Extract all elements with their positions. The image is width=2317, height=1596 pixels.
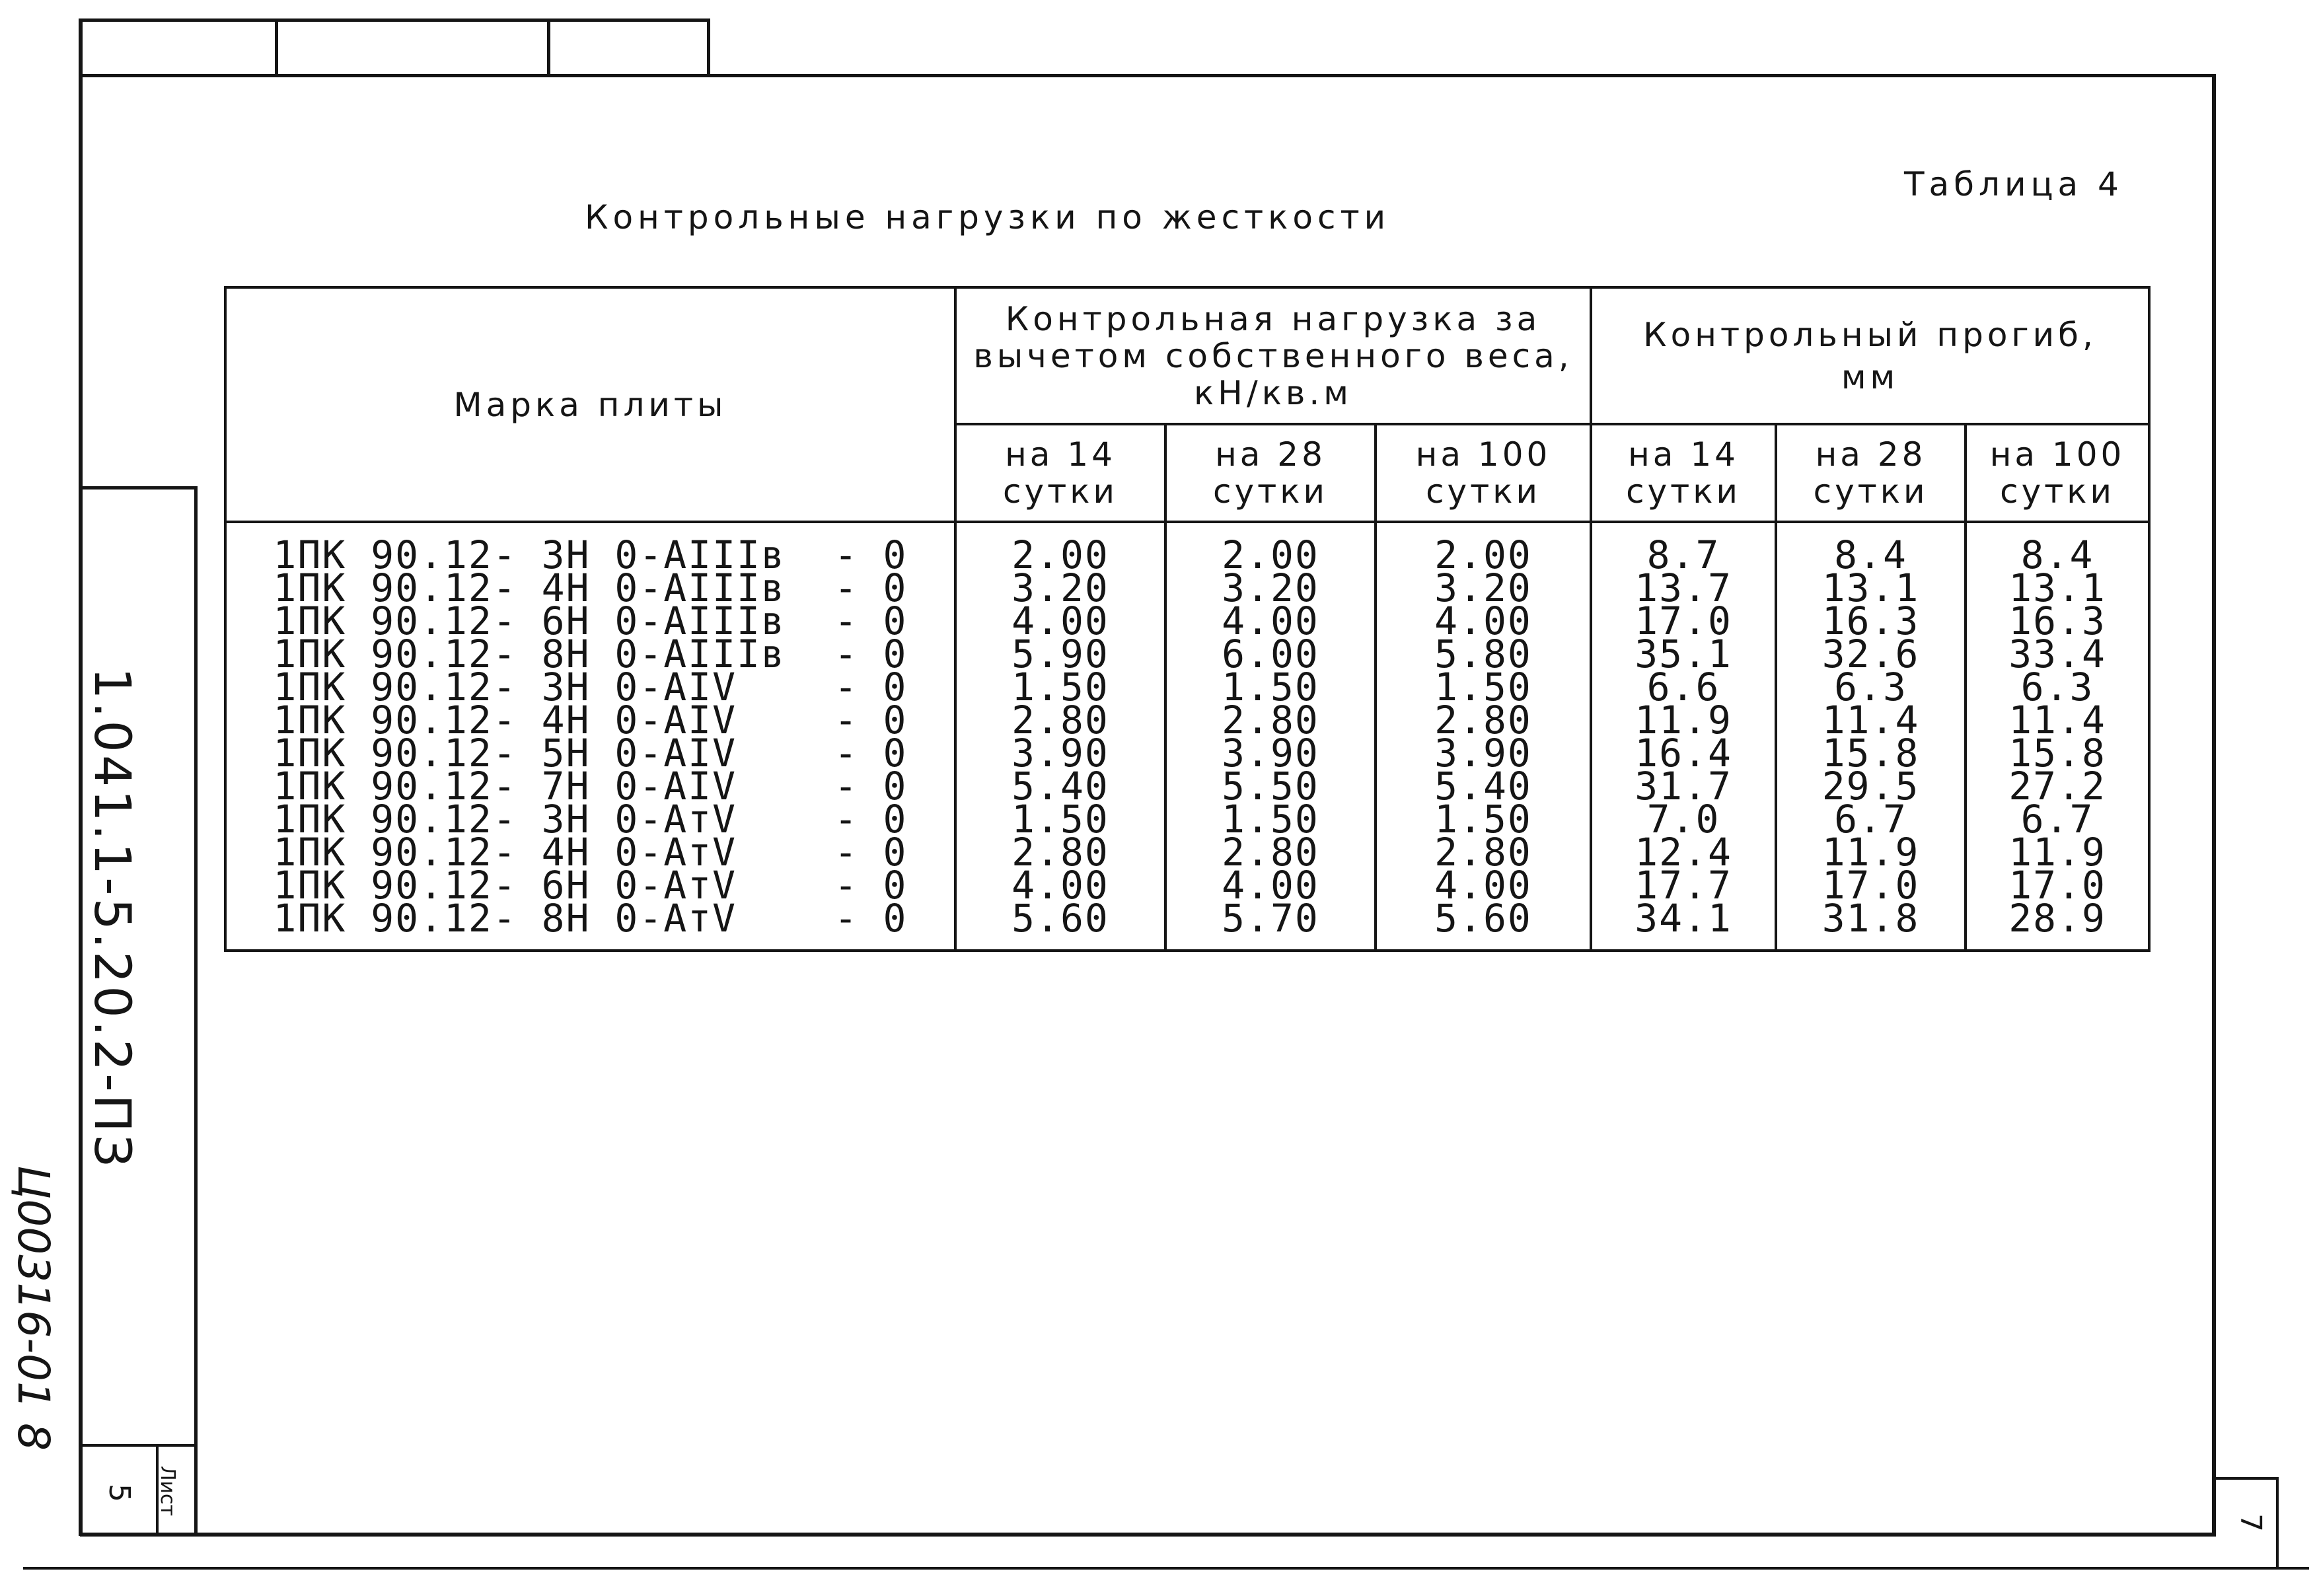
load-100-value: 5.80 (1434, 631, 1532, 676)
load-28-value: 4.00 (1222, 598, 1319, 643)
stamp-top-line (80, 18, 710, 22)
deflection-28-value: 11.9 (1821, 829, 1920, 875)
plate-mark: 1ПК 90.12- 6Н 0-АтV - 0 (273, 862, 908, 908)
col-defl-28 (1776, 522, 1966, 951)
plate-mark: 1ПК 90.12- 5Н 0-АIV - 0 (273, 730, 908, 776)
load-14-value: 4.00 (1011, 862, 1109, 908)
deflection-14-value: 13.7 (1635, 565, 1732, 610)
load-28-value: 4.00 (1222, 862, 1319, 908)
deflection-100-value: 13.1 (2008, 565, 2106, 610)
deflection-100-value: 28.9 (2008, 895, 2106, 941)
load-28-value: 5.50 (1222, 763, 1319, 809)
load-100-value: 5.60 (1434, 895, 1532, 941)
load-28-value: 6.00 (1222, 631, 1319, 676)
deflection-14-value: 31.7 (1635, 763, 1732, 809)
subheader-load-14: на 14 сутки (955, 424, 1165, 522)
deflection-100-value: 15.8 (2008, 730, 2106, 776)
deflection-28-value: 13.1 (1821, 565, 1920, 610)
load-14-value: 1.50 (1011, 796, 1109, 842)
load-100-value: 2.80 (1434, 697, 1532, 743)
document-code: 1.041.1-5.20.2-ПЗ (83, 667, 142, 1170)
load-100-value: 2.00 (1434, 532, 1532, 577)
deflection-100-value: 33.4 (2008, 631, 2106, 676)
deflection-28-value: 29.5 (1821, 763, 1920, 809)
stamp-divider-3 (707, 18, 710, 75)
header-control-load: Контрольная нагрузка за вычетом собственного веса, кН/кв.м (955, 287, 1591, 424)
side-strip-top (80, 486, 198, 490)
table-number: Таблица 4 (1904, 165, 2123, 203)
page-number: 7 (2234, 1513, 2267, 1532)
plate-mark: 1ПК 90.12- 3Н 0-АIIIв - 0 (273, 532, 908, 577)
load-28-value: 2.80 (1222, 697, 1319, 743)
deflection-28-value: 8.4 (1834, 532, 1907, 577)
plate-mark: 1ПК 90.12- 4Н 0-АIIIв - 0 (273, 565, 908, 610)
load-28-value: 2.00 (1222, 532, 1319, 577)
load-14-value: 3.20 (1011, 565, 1109, 610)
load-100-value: 3.20 (1434, 565, 1532, 610)
deflection-14-value: 35.1 (1635, 631, 1732, 676)
deflection-14-value: 17.0 (1635, 598, 1732, 643)
deflection-100-value: 8.4 (2020, 532, 2094, 577)
page-box-top (2212, 1477, 2279, 1480)
load-14-value: 5.90 (1011, 631, 1109, 676)
load-28-value: 5.70 (1222, 895, 1319, 941)
deflection-100-value: 6.3 (2020, 664, 2094, 709)
col-marks (225, 522, 955, 951)
plate-mark: 1ПК 90.12- 3Н 0-АтV - 0 (273, 796, 908, 842)
load-28-value: 1.50 (1222, 664, 1319, 709)
col-load-14 (955, 522, 1165, 951)
deflection-28-value: 11.4 (1821, 697, 1920, 743)
subheader-load-28: на 28 сутки (1165, 424, 1376, 522)
deflection-100-value: 6.7 (2020, 796, 2094, 842)
inventory-number: Ц00316-01 8 (8, 1165, 59, 1451)
col-defl-14 (1591, 522, 1776, 951)
deflection-14-value: 16.4 (1635, 730, 1732, 776)
frame-left-line (79, 18, 83, 1536)
deflection-14-value: 6.6 (1646, 664, 1720, 709)
load-100-value: 2.80 (1434, 829, 1532, 875)
frame-right-line (2212, 74, 2216, 1536)
frame-bottom-line (80, 1533, 2216, 1537)
subheader-defl-28: на 28 сутки (1776, 424, 1966, 522)
deflection-28-value: 32.6 (1821, 631, 1920, 676)
plate-mark: 1ПК 90.12- 4Н 0-АтV - 0 (273, 829, 908, 875)
col-defl-100 (1966, 522, 2149, 951)
deflection-28-value: 6.3 (1834, 664, 1907, 709)
deflection-28-value: 17.0 (1821, 862, 1920, 908)
load-100-value: 4.00 (1434, 862, 1532, 908)
load-100-value: 1.50 (1434, 796, 1532, 842)
sheet-trim-line (23, 1567, 2309, 1570)
page-box-right (2276, 1477, 2279, 1567)
load-28-value: 3.90 (1222, 730, 1319, 776)
header-plate-mark: Марка плиты (225, 287, 955, 522)
deflection-28-value: 15.8 (1821, 730, 1920, 776)
load-100-value: 1.50 (1434, 664, 1532, 709)
plate-mark: 1ПК 90.12- 8Н 0-АтV - 0 (273, 895, 908, 941)
plate-mark: 1ПК 90.12- 4Н 0-АIV - 0 (273, 697, 908, 743)
plate-mark: 1ПК 90.12- 8Н 0-АIIIв - 0 (273, 631, 908, 676)
load-14-value: 3.90 (1011, 730, 1109, 776)
header-control-deflection: Контрольный прогиб, мм (1591, 287, 2149, 424)
load-100-value: 5.40 (1434, 763, 1532, 809)
deflection-14-value: 34.1 (1635, 895, 1732, 941)
plate-mark: 1ПК 90.12- 7Н 0-АIV - 0 (273, 763, 908, 809)
deflection-100-value: 27.2 (2008, 763, 2106, 809)
subheader-defl-14: на 14 сутки (1591, 424, 1776, 522)
deflection-100-value: 11.4 (2008, 697, 2106, 743)
load-14-value: 5.60 (1011, 895, 1109, 941)
plate-mark: 1ПК 90.12- 6Н 0-АIIIв - 0 (273, 598, 908, 643)
deflection-28-value: 6.7 (1834, 796, 1907, 842)
load-100-value: 3.90 (1434, 730, 1532, 776)
side-strip-right (194, 486, 198, 1536)
col-load-28 (1165, 522, 1376, 951)
load-14-value: 5.40 (1011, 763, 1109, 809)
deflection-100-value: 11.9 (2008, 829, 2106, 875)
load-14-value: 4.00 (1011, 598, 1109, 643)
deflection-14-value: 12.4 (1635, 829, 1732, 875)
plate-mark: 1ПК 90.12- 3Н 0-АIV - 0 (273, 664, 908, 709)
deflection-28-value: 16.3 (1821, 598, 1920, 643)
deflection-28-value: 31.8 (1821, 895, 1920, 941)
deflection-14-value: 17.7 (1635, 862, 1732, 908)
frame-top-line (80, 74, 2216, 77)
load-100-value: 4.00 (1434, 598, 1532, 643)
stamp-divider-2 (547, 18, 550, 75)
side-strip-stamp-top (80, 1444, 198, 1447)
sheet-number: 5 (102, 1484, 136, 1502)
load-14-value: 2.80 (1011, 697, 1109, 743)
load-14-value: 1.50 (1011, 664, 1109, 709)
deflection-14-value: 7.0 (1646, 796, 1720, 842)
load-28-value: 2.80 (1222, 829, 1319, 875)
deflection-100-value: 16.3 (2008, 598, 2106, 643)
subheader-defl-100: на 100 сутки (1966, 424, 2149, 522)
load-14-value: 2.80 (1011, 829, 1109, 875)
sheet-label: Лист (156, 1465, 179, 1517)
stiffness-load-table (224, 286, 2151, 952)
deflection-14-value: 11.9 (1635, 697, 1732, 743)
col-load-100 (1376, 522, 1591, 951)
deflection-100-value: 17.0 (2008, 862, 2106, 908)
load-28-value: 1.50 (1222, 796, 1319, 842)
subheader-load-100: на 100 сутки (1376, 424, 1591, 522)
load-14-value: 2.00 (1011, 532, 1109, 577)
page-title: Контрольные нагрузки по жесткости (585, 198, 1391, 236)
stamp-divider-1 (275, 18, 278, 75)
deflection-14-value: 8.7 (1646, 532, 1720, 577)
load-28-value: 3.20 (1222, 565, 1319, 610)
